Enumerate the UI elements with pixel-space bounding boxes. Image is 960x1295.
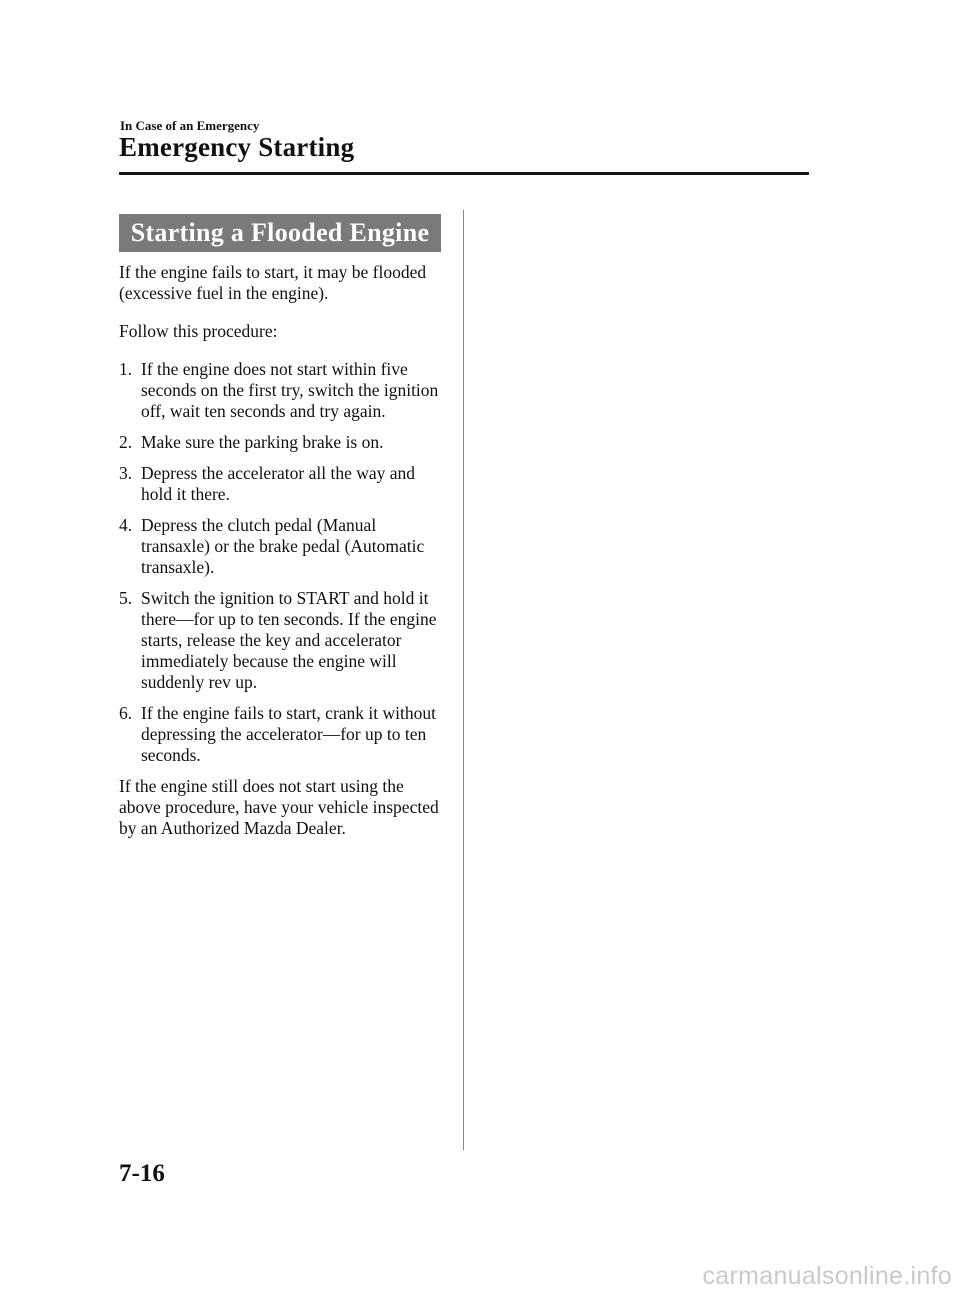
procedure-steps: [119, 359, 441, 766]
step-6: [119, 703, 441, 766]
header-rule: [119, 172, 809, 175]
procedure-lead: Follow this procedure:: [119, 321, 278, 341]
step-number: 3.: [119, 463, 133, 483]
left-column: [119, 214, 441, 839]
watermark: carmanualsonline.info: [702, 1262, 952, 1290]
step-number: 5.: [119, 588, 133, 608]
closing-paragraph: If the engine still does not start using the above procedure, have your vehicle inspected by an Authorized Mazda Dealer.: [119, 776, 439, 838]
page-number: 7-16: [119, 1160, 165, 1187]
step-text: Switch the ignition to START and hold it there―for up to ten seconds. If the engine starts, release the key and accelerator immediately because the engine will suddenly rev up.: [141, 588, 437, 692]
step-3: [119, 463, 441, 505]
topic-banner: Starting a Flooded Engine: [119, 214, 441, 252]
step-1: [119, 359, 441, 422]
step-text: Make sure the parking brake is on.: [141, 432, 384, 452]
step-text: If the engine fails to start, crank it without depressing the accelerator―for up to ten seconds.: [141, 703, 436, 765]
step-number: 6.: [119, 703, 133, 723]
section-label: In Case of an Emergency: [120, 118, 260, 133]
step-text: Depress the accelerator all the way and hold it there.: [141, 463, 416, 504]
step-number: 2.: [119, 432, 133, 452]
step-text: If the engine does not start within five seconds on the first try, switch the ignition off, wait ten seconds and try again.: [141, 359, 439, 421]
step-number: 1.: [119, 359, 133, 379]
step-number: 4.: [119, 515, 133, 535]
intro-paragraph: If the engine fails to start, it may be flooded (excessive fuel in the engine).: [119, 262, 427, 303]
step-2: [119, 432, 441, 453]
column-divider: [463, 210, 464, 1150]
chapter-title: Emergency Starting: [119, 132, 355, 162]
step-5: [119, 588, 441, 693]
step-4: [119, 515, 441, 578]
step-text: Depress the clutch pedal (Manual transaxle) or the brake pedal (Automatic transaxle).: [141, 515, 425, 577]
